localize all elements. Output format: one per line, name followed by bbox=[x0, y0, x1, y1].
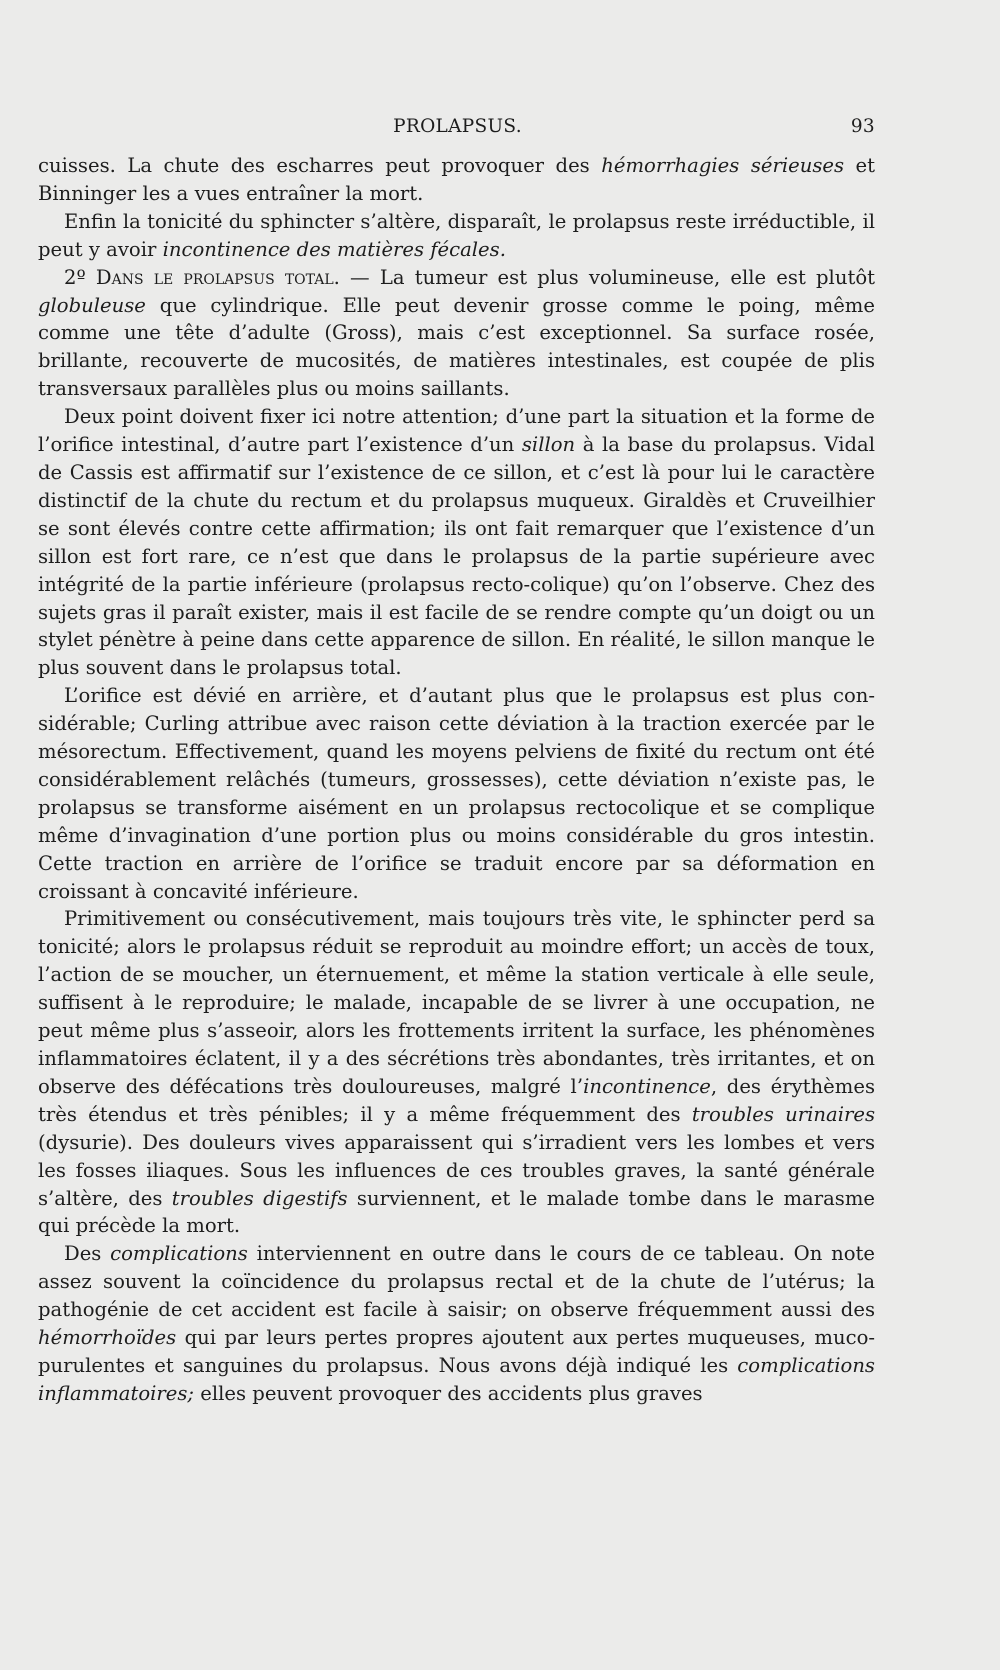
text-run: interviennent en outre dans le cours de ce tableau. On note assez souvent la coïncidence du prolapsus rectal et de la chute de l’utérus; la pathogénie de cet accident est facile à saisir; on observe fréquemment aussi des bbox=[38, 1242, 875, 1322]
text-run: surviennent, et le malade tombe dans le marasme qui précède la mort. bbox=[38, 1186, 876, 1238]
body-text bbox=[38, 152, 875, 1408]
italic-text: globuleuse bbox=[38, 293, 146, 317]
page-number: 93 bbox=[850, 116, 875, 137]
page-header bbox=[40, 116, 875, 142]
paragraph bbox=[38, 264, 875, 404]
paragraph bbox=[38, 208, 875, 264]
text-run: elles peuvent provoquer des accidents plus graves bbox=[194, 1381, 703, 1405]
paragraph bbox=[38, 905, 875, 1240]
text-run: et Binninger les a vues entraîner la mort. bbox=[38, 154, 875, 205]
text-run: (dysurie). Des douleurs vives apparaissent qui s’irradient vers les lombes et vers les fosses iliaques. Sous les influences de ces troubles graves, la santé générale s’altère, des bbox=[38, 1130, 875, 1210]
small-caps-heading: Dans le prolapsus total. bbox=[95, 265, 340, 289]
text-run: cuisses. La chute des escharres peut provoquer des bbox=[38, 154, 602, 177]
running-title: PROLAPSUS. bbox=[393, 116, 522, 137]
text-run: que cylindrique. Elle peut devenir grosse comme le poing, même comme une tête d’adulte (Gross), mais c’est exceptionnel. Sa surface rosée, brillante, recouverte de mucosités, de matières intestinales, est coupée de plis transversaux parallèles plus ou moins saillants. bbox=[38, 293, 875, 401]
italic-text: hémorrhagies sérieuses bbox=[601, 154, 845, 177]
text-run: Enfin la tonicité du sphincter s’altère, disparaît, le prolapsus reste irréductible, il peut y avoir bbox=[38, 209, 875, 261]
paragraph bbox=[38, 152, 875, 208]
text-run: — La tumeur est plus volumineuse, elle est plutôt bbox=[339, 265, 875, 289]
paragraph bbox=[38, 403, 875, 682]
text-run: 2º bbox=[64, 265, 96, 289]
paragraph bbox=[38, 682, 875, 905]
text-run: Des bbox=[64, 1242, 111, 1266]
italic-text: troubles digestifs bbox=[171, 1186, 348, 1210]
text-run: Deux point doivent fixer ici notre attention; d’une part la situation et la forme de l’orifice intestinal, d’autre part l’existence d’un bbox=[38, 405, 875, 457]
text-run: qui par leurs pertes propres ajoutent aux pertes muqueuses, muco-purulentes et sanguines du prolapsus. Nous avons déjà indiqué les bbox=[38, 1326, 875, 1377]
text-run: , des érythèmes très étendus et très pénibles; il y a même fréquemment des bbox=[38, 1074, 875, 1126]
text-run: Primitivement ou consécutivement, mais toujours très vite, le sphincter perd sa tonicité; alors le prolapsus réduit se reproduit au moindre effort; un accès de toux, l’action de se moucher, un éternuement, et même la station verticale à elle seule, suffisent à le reproduire; le malade, incapable de se livrer à une occupation, ne peut même plus s’asseoir, alors les frottements irritent la surface, les phénomènes inflammatoires éclatent, il y a des sécrétions très abondantes, très irritantes, et on observe des défécations très douloureuses, malgré l’ bbox=[38, 907, 875, 1098]
text-run: à la base du prolapsus. Vidal de Cassis est affirmatif sur l’existence de ce sillon, et c’est là pour lui le caractère distinctif de la chute du rectum et du prolapsus muqueux. Giraldès et Cruveilhier se sont élevés contre cette affirmation; ils ont fait remarquer que l’existence d’un sillon est fort rare, ce n’est que dans le prolapsus de la partie supérieure avec intégrité de la partie inférieure (prolapsus recto-colique) qu’on l’observe. Chez des sujets gras il paraît exister, mais il est facile de se rendre compte qu’un doigt ou un stylet pénètre à peine dans cette apparence de sillon. En réalité, le sillon manque le plus souvent dans le prolapsus total. bbox=[38, 433, 875, 680]
italic-text: sillon bbox=[521, 433, 576, 457]
italic-text: troubles urinaires bbox=[691, 1102, 875, 1126]
italic-text: incontinence des matières fécales. bbox=[162, 237, 506, 261]
italic-text: complications inflammatoires; bbox=[38, 1353, 875, 1405]
italic-text: hémorrhoïdes bbox=[38, 1326, 177, 1350]
text-run: L’orifice est dévié en arrière, et d’autant plus que le prolapsus est plus considérable; Curling attribue avec raison cette déviation à la traction exercée par le mésorectum. Effectivement, quand les moyens pelviens de fixité du rectum ont été considérablement relâchés (tumeurs, grossesses), cette déviation n’existe pas, le prolapsus se transforme aisément en un prolapsus rectocolique et se complique même d’invagination d’une portion plus ou moins considérable du gros intestin. Cette traction en arrière de l’orifice se traduit encore par sa déformation en croissant à concavité inférieure. bbox=[38, 684, 875, 903]
italic-text: incontinence bbox=[583, 1074, 711, 1098]
italic-text: complications bbox=[110, 1242, 248, 1266]
paragraph bbox=[38, 1240, 875, 1407]
